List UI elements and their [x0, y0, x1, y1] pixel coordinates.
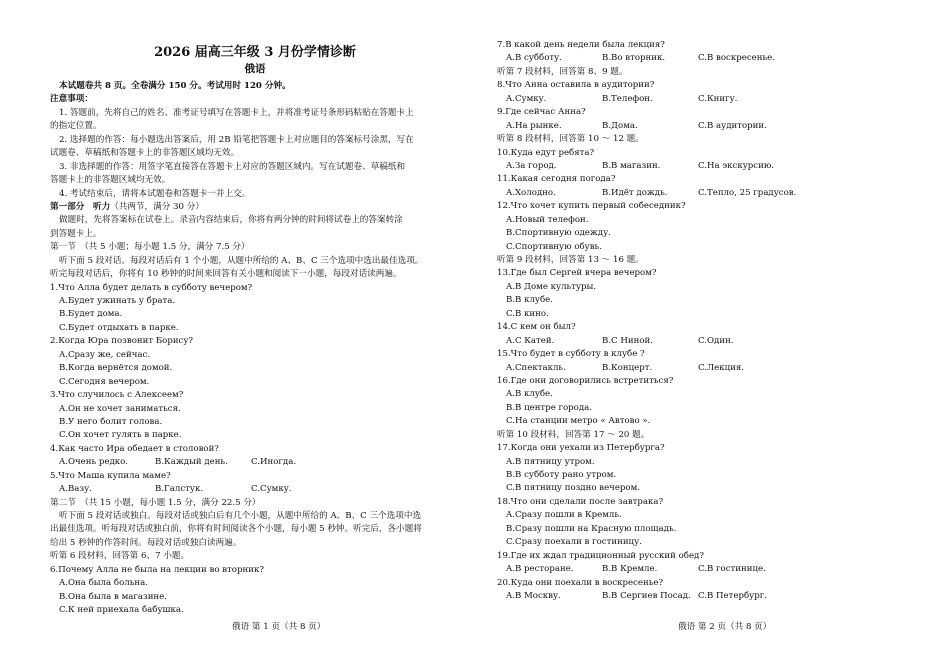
option: A.С Катей. [506, 335, 555, 346]
option: B.Будет дома. [59, 309, 123, 320]
notice-line: 2. 选择题的作答：每小题选出答案后，用 2B 铅笔把答题卡上对应题目的答案标号涂黑，写在 [59, 134, 414, 145]
question-15: 15.Что будет в субботу в клубе ? [497, 349, 645, 360]
option: C.Один. [698, 335, 734, 346]
option: B.Галстук. [155, 484, 204, 495]
option: C.В гостинице. [698, 564, 766, 575]
option: A.В Москву. [506, 590, 561, 601]
options-row [497, 93, 907, 106]
option: C.Сумку. [251, 484, 292, 495]
option: A.Сразу же, сейчас. [59, 349, 151, 360]
option: A.В субботу. [506, 53, 562, 64]
option: B.В субботу рано утром. [506, 470, 617, 480]
section2-intro-line: 听下面 5 段对话或独白。每段对话或独白后有几个小题，从题中所给的 A、B、C 三个选项中选 [59, 511, 422, 521]
option: B.В Кремле. [602, 564, 658, 575]
section2-intro-line: 出最佳选项。听每段对话或独白前，你将有时间阅读各个小题，每小题 5 秒钟。听完后，各小题将 [50, 524, 422, 535]
option: A.Сумку. [506, 93, 547, 104]
page-footer-1: 俄语 第 1 页（共 8 页） [232, 622, 326, 632]
option: A.Вазу. [59, 484, 92, 495]
option: A.За город. [506, 160, 557, 171]
option: C.Сегодня вечером. [59, 376, 150, 387]
question-11: 11.Какая сегодня погода? [497, 174, 616, 185]
section1-intro-line: 听下面 5 段对话。每段对话后有 1 个小题，从题中所给的 A、B、C 三个选项中选出最佳选项。 [59, 255, 424, 266]
option: C.Будет отдыхать в парке. [59, 322, 179, 333]
option: B.В клубе. [506, 295, 553, 306]
question-20: 20.Куда они поехали в воскресенье? [497, 577, 664, 588]
option: A.В клубе. [506, 389, 553, 400]
option: B.Сразу пошли на Красную площадь. [506, 523, 677, 534]
question-2: 2.Когда Юра позвонит Борису? [50, 336, 194, 347]
option: A.Холодно. [506, 187, 556, 198]
option: A.Он не хочет заниматься. [59, 403, 181, 414]
part1-intro-line: 到答题卡上。 [50, 228, 102, 239]
right-page-content [497, 39, 907, 603]
page-footer-2: 俄语 第 2 页（共 8 页） [678, 622, 772, 632]
question-7: 7.В какой день недели была лекция? [497, 40, 665, 50]
option: C.Сразу поехали в гостиницу. [506, 537, 642, 548]
notice-line: 试题卷、草稿纸和答题卡上的非答题区域均无效。 [50, 148, 240, 159]
listen-instruction: 听第 10 段材料，回答第 17 ～ 20 题。 [497, 429, 650, 440]
exam-summary: 本试题卷共 8 页。全卷满分 150 分。考试用时 120 分钟。 [59, 81, 291, 91]
notice-line: 3. 非选择题的作答：用签字笔直接答在答题卡上对应的答题区域内。写在试题卷、草稿纸和 [59, 161, 406, 172]
question-16: 16.Где они договорились встретиться? [497, 375, 674, 386]
section1-intro-line: 听完每段对话后，你将有 10 秒钟的时间来回答有关小题和阅读下一小题，每段对话读两遍。 [50, 269, 402, 280]
option: B.В центре города. [506, 402, 593, 413]
option: B.Спортивную одежду. [506, 228, 611, 239]
options-row [497, 120, 907, 133]
notice-line: 的指定位置。 [50, 121, 102, 132]
option: C.Тепло, 25 градусов. [698, 187, 797, 198]
question-1: 1.Что Алла будет делать в субботу вечером? [50, 282, 253, 293]
part1-intro-line: 做题时，先将答案标在试卷上。录音内容结束后，你将有两分钟的时间将试卷上的答案转涂 [59, 215, 403, 226]
section1-heading: 第一节 （共 5 小题；每小题 1.5 分，满分 7.5 分） [50, 242, 250, 253]
option: C.В воскресенье. [698, 53, 775, 64]
question-18: 18.Что они сделали после завтрака? [497, 496, 664, 507]
option: B.Дома. [602, 120, 638, 131]
option: B.В магазин. [602, 160, 661, 171]
subject-title: 俄语 [244, 63, 266, 75]
option: A.Очень редко. [59, 457, 129, 468]
notice-line: 4. 考试结束后，请将本试题卷和答题卡一并上交。 [59, 188, 251, 199]
option: B.В Сергиев Посад. [602, 590, 691, 601]
options-row [497, 52, 907, 65]
option: C.На экскурсию. [698, 160, 775, 171]
option: C.Спортивную обувь. [506, 241, 602, 252]
option: B.Идёт дождь. [602, 187, 668, 198]
option: A.Новый телефон. [506, 214, 589, 225]
listen-instruction: 听第 6 段材料，回答第 6、7 小题。 [50, 551, 190, 562]
section2-intro-line: 给出 5 秒钟的作答时间。每段对话或独白读两遍。 [50, 537, 242, 548]
question-4: 4.Как часто Ира обедает в столовой? [50, 443, 219, 454]
options-row [497, 362, 907, 375]
option: A.В Доме культуры. [506, 281, 597, 292]
options-row [497, 563, 907, 576]
option: C.В Петербург. [698, 590, 767, 601]
question-8: 8.Что Анна оставила в аудитории? [497, 80, 655, 91]
options-row [497, 160, 907, 173]
question-14: 14.С кем он был? [497, 322, 576, 333]
option: C.В аудитории. [698, 120, 767, 131]
option: C.В кино. [506, 308, 549, 319]
option: A.В пятницу утром. [506, 456, 595, 467]
option: B.Во вторник. [602, 53, 666, 64]
part1-info: （共两节，满分 30 分） [110, 201, 204, 212]
question-6: 6.Почему Алла не была на лекции во вторник? [50, 564, 264, 575]
option: C.Иногда. [251, 457, 297, 468]
option: B.Она была в магазине. [59, 591, 167, 602]
option: A.Сразу пошли в Кремль. [506, 510, 622, 521]
option: A.Она была больна. [59, 578, 148, 589]
option: C.На станции метро « Автово ». [506, 416, 651, 427]
question-13: 13.Где был Сергей вчера вечером? [497, 268, 657, 279]
option: A.В ресторане. [506, 564, 574, 575]
question-17: 17.Когда они уехали из Петербурга? [497, 443, 665, 454]
question-3: 3.Что случилось с Алексеем? [50, 390, 184, 401]
option: C.К ней приехала бабушка. [59, 605, 184, 616]
option: B.Когда вернётся домой. [59, 363, 173, 374]
option: B.С Ниной. [602, 335, 653, 346]
options-row [497, 335, 907, 348]
option: B.Каждый день. [155, 457, 228, 468]
listen-instruction: 听第 9 段材料，回答第 13 ～ 16 题。 [497, 255, 644, 265]
option: A.На рынке. [506, 120, 562, 131]
options-row [497, 187, 907, 200]
question-12: 12.Что хочет купить первый собеседник? [497, 201, 686, 212]
option: C.В пятницу поздно вечером. [506, 483, 641, 494]
question-10: 10.Куда едут ребята? [497, 147, 595, 158]
part1-label: 第一部分 听力 [50, 201, 111, 212]
question-9: 9.Где сейчас Анна? [497, 107, 586, 118]
page-title: 2026 届高三年级 3 月份学情诊断 [154, 45, 356, 60]
listen-instruction: 听第 8 段材料，回答第 10 ～ 12 题。 [497, 134, 644, 145]
notice-line: 1. 答题前，先将自己的姓名、准考证号填写在答题卡上，并将准考证号条形码粘贴在答题卡上 [59, 107, 414, 118]
listen-instruction: 听第 7 段材料，回答第 8、9 题。 [497, 66, 628, 77]
option: A.Будет ужинать у брата. [59, 296, 176, 306]
option: C.Лекция. [698, 362, 745, 373]
left-page-content [50, 80, 460, 618]
option: B.Концерт. [602, 362, 653, 373]
part1-heading [50, 201, 460, 214]
options-row [50, 483, 460, 496]
question-5: 5.Что Маша купила маме? [50, 470, 171, 481]
question-19: 19.Где их ждал традиционный русский обед? [497, 550, 704, 561]
options-row [50, 456, 460, 469]
notice-line: 答题卡上的非答题区域均无效。 [50, 175, 171, 186]
option: C.Он хочет гулять в парке. [59, 430, 182, 441]
option: C.Книгу. [698, 93, 738, 104]
notice-heading: 注意事项： [50, 94, 93, 105]
option: A.Спектакль. [506, 362, 566, 373]
options-row [497, 590, 907, 603]
section2-heading: 第二节 （共 15 小题，每小题 1.5 分，满分 22.5 分） [50, 497, 261, 508]
option: B.Телефон. [602, 93, 653, 104]
option: B.У него болит голова. [59, 416, 163, 427]
